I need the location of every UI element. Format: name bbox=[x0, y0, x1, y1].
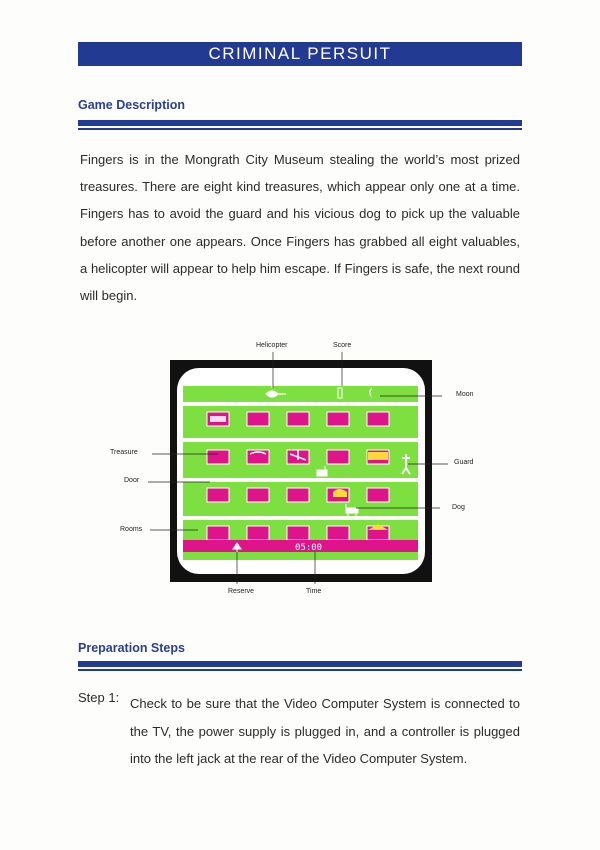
room bbox=[367, 488, 389, 502]
room bbox=[287, 526, 309, 540]
rail bbox=[183, 478, 418, 482]
room bbox=[207, 450, 229, 464]
room bbox=[287, 412, 309, 426]
timer-display: 05:00 bbox=[295, 543, 323, 553]
section-rule bbox=[78, 120, 522, 126]
section-heading-preparation-steps: Preparation Steps bbox=[78, 641, 185, 655]
callout-helicopter: Helicopter bbox=[256, 342, 288, 349]
callout-rooms: Rooms bbox=[120, 526, 143, 533]
page-title: CRIMINAL PERSUIT bbox=[78, 42, 522, 66]
rail bbox=[183, 402, 418, 406]
room bbox=[327, 412, 349, 426]
room bbox=[207, 488, 229, 502]
callout-time: Time bbox=[306, 588, 322, 595]
step-number: Step 1: bbox=[78, 690, 120, 705]
room bbox=[247, 488, 269, 502]
callout-dog: Dog bbox=[452, 504, 465, 511]
treasure-icon bbox=[368, 452, 388, 460]
room bbox=[367, 412, 389, 426]
room bbox=[327, 450, 349, 464]
callout-treasure: Treasure bbox=[110, 449, 138, 456]
room bbox=[247, 412, 269, 426]
section-rule bbox=[78, 661, 522, 667]
section-rule-thin bbox=[78, 669, 522, 671]
callout-score: Score bbox=[333, 342, 352, 349]
rail bbox=[183, 438, 418, 442]
treasure-icon bbox=[210, 416, 226, 422]
room bbox=[247, 526, 269, 540]
section-rule-thin bbox=[78, 128, 522, 130]
callout-reserve: Reserve bbox=[228, 588, 255, 595]
callout-guard: Guard bbox=[454, 459, 474, 466]
section-heading-game-description: Game Description bbox=[78, 98, 185, 112]
callout-door: Door bbox=[124, 477, 140, 484]
callout-moon: Moon bbox=[456, 391, 474, 398]
room bbox=[287, 488, 309, 502]
game-screen-figure bbox=[110, 340, 490, 600]
room bbox=[207, 526, 229, 540]
rail bbox=[183, 516, 418, 520]
game-description-text: Fingers is in the Mongrath City Museum stealing the world’s most prized treasures. There are eight kind treasures, which appear only one at a time. Fingers has to avoid the guard and his vicious dog to pick up the valuable before another one appears. Once Fingers has grabbed all eight valuables, a helicopter will appear to help him escape. If Fingers is safe, the next round will begin. bbox=[80, 152, 520, 304]
room bbox=[327, 526, 349, 540]
game-description-paragraph bbox=[80, 146, 520, 309]
step-text: Check to be sure that the Video Computer System is connected to the TV, the power supply is plugged in, and a controller is plugged into the left jack at the rear of the Video Computer System. bbox=[130, 696, 520, 766]
game-screen-diagram bbox=[110, 340, 490, 600]
